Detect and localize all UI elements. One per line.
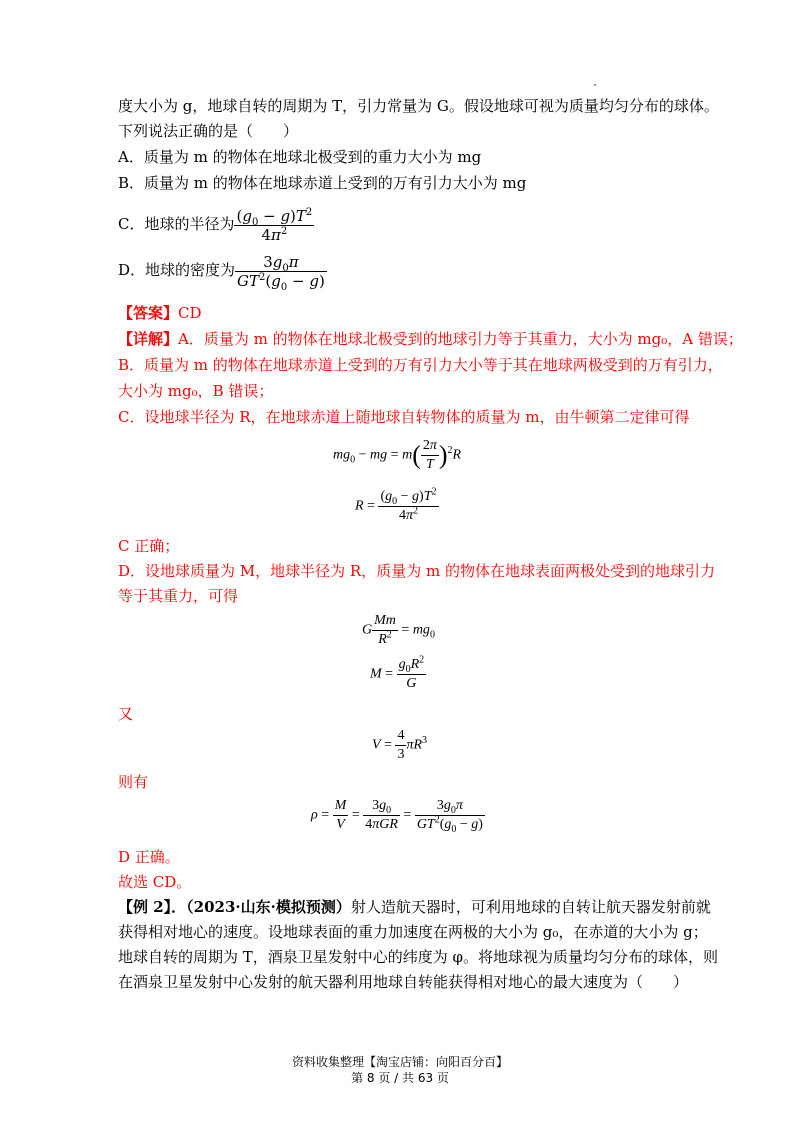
equation-gravity: G $\frac{Mm}{R^2}$ = $mg_0$ (362, 613, 435, 647)
question-line-2: 下列说法正确的是（ ） (118, 122, 299, 140)
option-c-formula: $\frac{(g_0 - g)T^2}{4\pi^2}$ (236, 206, 313, 244)
answer-label: 【答案】 (118, 304, 179, 322)
explanation-a-text: A．质量为 m 的物体在地球北极受到的地球引力等于其重力，大小为 mg₀，A 错误； (178, 330, 743, 348)
scan-dot (594, 84, 596, 86)
then-text: 则有 (118, 773, 149, 791)
option-c-prefix: C．地球的半径为 (118, 215, 235, 233)
example2-line-3: 地球自转的周期为 T，酒泉卫星发射中心的纬度为 φ。将地球视为质量均匀分布的球体，则 (118, 948, 719, 966)
option-d-prefix: D．地球的密度为 (118, 261, 236, 279)
option-a: A．质量为 m 的物体在地球北极受到的重力大小为 mg (118, 148, 482, 166)
again-text: 又 (118, 705, 134, 723)
answer-value: CD (178, 304, 202, 322)
option-c (118, 206, 314, 244)
option-d (118, 252, 327, 293)
option-b: B．质量为 m 的物体在地球赤道上受到的万有引力大小为 mg (118, 174, 527, 192)
c-correct: C 正确； (118, 537, 180, 555)
footer-source: 资料收集整理【淘宝店铺：向阳百分百】 (291, 1055, 508, 1069)
equation-radius: R = $\frac{(g_0 - g)T^2}{4\pi^2}$ (355, 486, 437, 523)
equation-newton: $mg_0$ − mg = m( $\frac{2\pi}{T}$ )$^2$R (333, 438, 462, 472)
equation-mass: M = $\frac{g_0R^2}{G}$ (370, 654, 425, 691)
d-correct: D 正确。 (118, 848, 180, 866)
equation-volume: V = $\frac{4}{3}$ $\pi R^3$ (372, 728, 428, 762)
example2-line1-rest: 射人造航天器时，可利用地球的自转让航天器发射前就 (350, 898, 711, 916)
equation-density: ρ = $\frac{M}{V}$ = $\frac{3g_0}{\text{4πGR}}$ = $\frac{3g_0\pi}{GT^2(g_0 - g)}$ (311, 798, 483, 835)
explanation-a (118, 329, 743, 349)
answer-line (118, 303, 202, 323)
explanation-label: 【详解】 (118, 330, 179, 348)
explanation-d-1: D．设地球质量为 M，地球半径为 R，质量为 m 的物体在地球表面两极处受到的地球引力 (118, 562, 715, 580)
explanation-c: C．设地球半径为 R，在地球赤道上随地球自转物体的质量为 m，由牛顿第二定律可得 (118, 408, 690, 426)
example2-line-1 (118, 897, 711, 917)
example2-line-2: 获得相对地心的速度。设地球表面的重力加速度在两极的大小为 g₀，在赤道的大小为 g； (118, 923, 708, 941)
footer-page-number: 第 8 页 / 共 63 页 (351, 1071, 449, 1085)
explanation-b-2: 大小为 mg₀，B 错误； (118, 382, 274, 400)
explanation-b-1: B．质量为 m 的物体在地球赤道上受到的万有引力大小等于其在地球两极受到的万有引力， (118, 356, 723, 374)
question-line-1: 度大小为 g，地球自转的周期为 T，引力常量为 G。假设地球可视为质量均匀分布的球体。 (118, 97, 719, 115)
explanation-d-2: 等于其重力，可得 (118, 587, 239, 605)
option-d-formula: $\frac{3g_0\pi}{GT^2(g_0 - g)}$ (237, 252, 325, 293)
example2-line-4: 在酒泉卫星发射中心发射的航天器利用地球自转能获得相对地心的最大速度为（ ） (118, 973, 689, 991)
choose-text: 故选 CD。 (118, 873, 192, 891)
example2-label: 【例 2】．（2023·山东·模拟预测） (118, 898, 351, 916)
